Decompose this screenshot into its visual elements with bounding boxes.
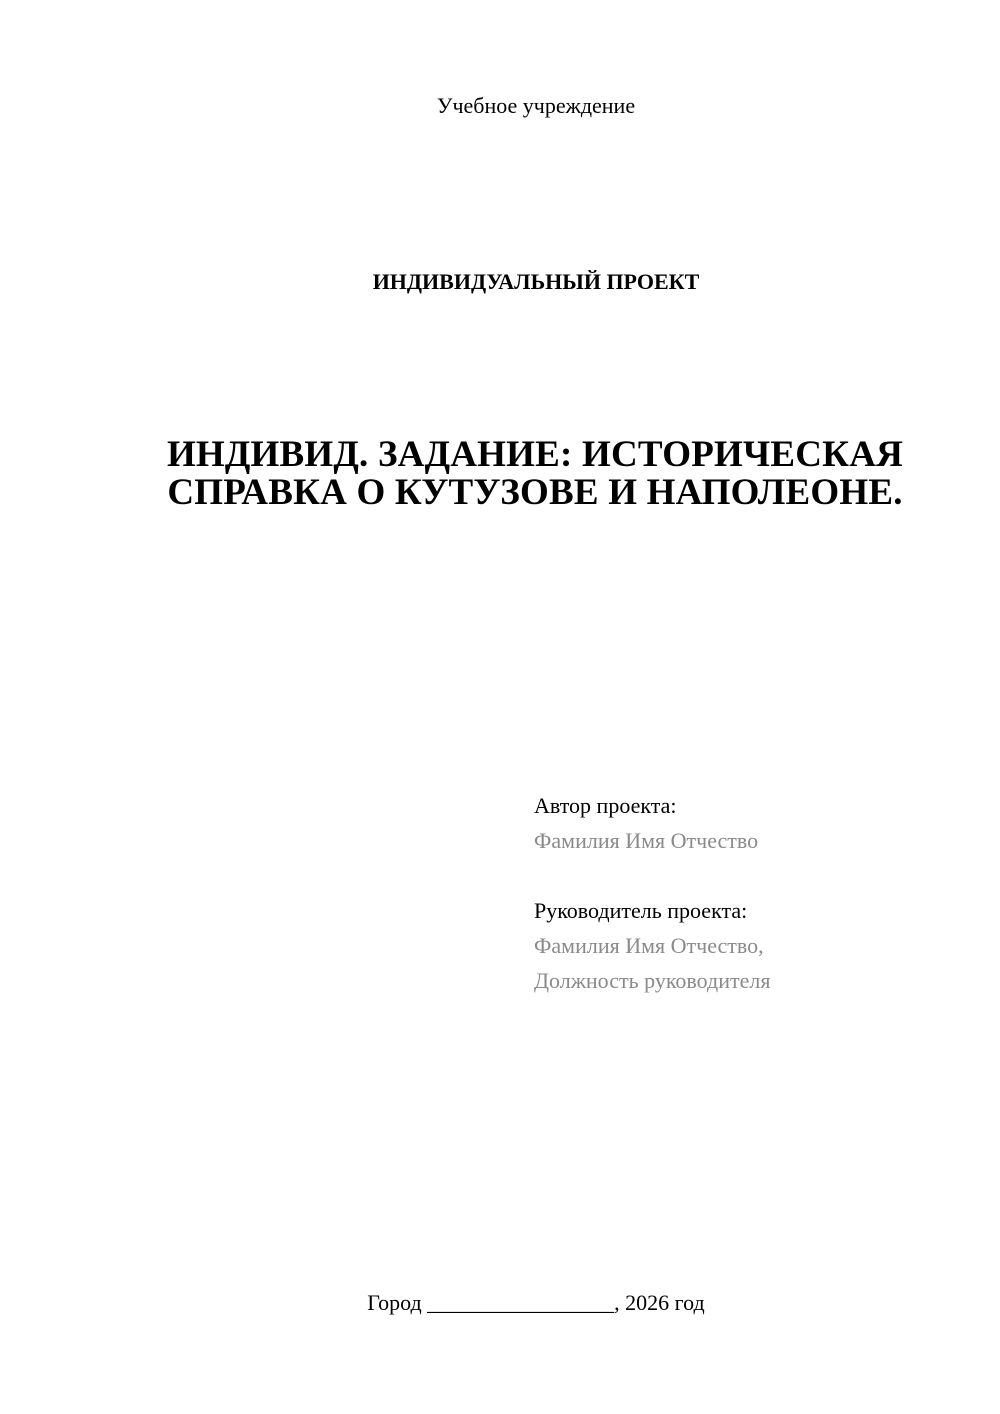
city-year-footer: Город _________________, 2026 год (367, 1290, 705, 1315)
title-line-2: СПРАВКА О КУТУЗОВЕ И НАПОЛЕОНЕ. (167, 472, 903, 513)
document-title (140, 436, 930, 512)
author-label: Автор проекта: (534, 793, 677, 818)
project-type-label: ИНДИВИДУАЛЬНЫЙ ПРОЕКТ (372, 269, 700, 294)
institution-name: Учебное учреждение (436, 93, 636, 118)
author-block (534, 788, 974, 858)
author-name: Фамилия Имя Отчество (534, 828, 759, 853)
supervisor-block (534, 893, 974, 998)
title-line-1: ИНДИВИД. ЗАДАНИЕ: ИСТОРИЧЕСКАЯ (166, 434, 904, 475)
supervisor-label: Руководитель проекта: (534, 898, 748, 923)
supervisor-name: Фамилия Имя Отчество, (534, 933, 764, 958)
supervisor-position: Должность руководителя (534, 968, 771, 993)
